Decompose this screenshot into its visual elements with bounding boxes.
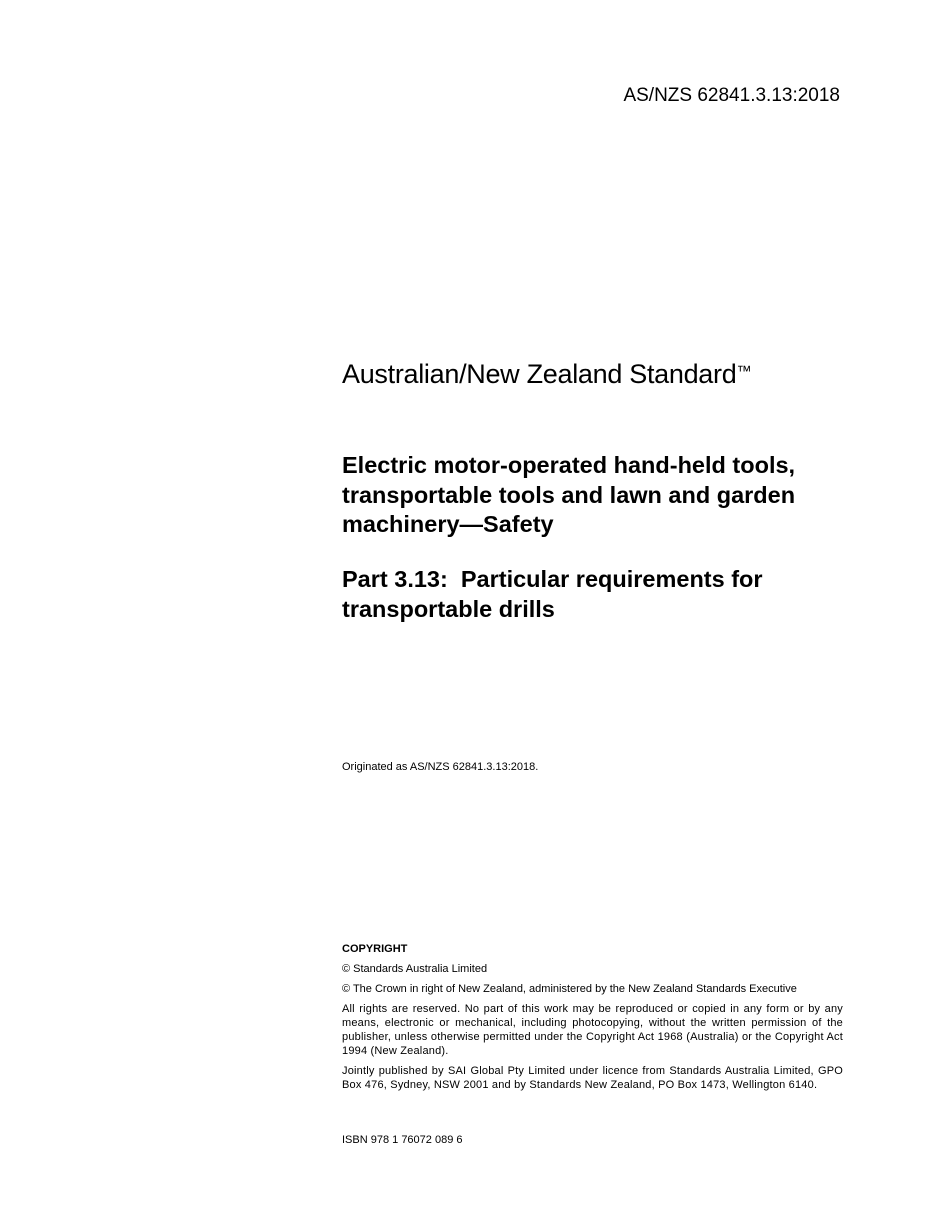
trademark-symbol: ™ xyxy=(736,363,752,380)
standard-name xyxy=(342,357,843,391)
document-id: AS/NZS 62841.3.13:2018 xyxy=(623,85,840,106)
rights-reserved-text: All rights are reserved. No part of this work may be reproduced or copied in any form or by any means, electronic or mechanical, including photocopying, without the written permission of the publisher, unless otherwise permitted under the Copyright Act 1968 (Australia) or the Copyright Act 1994 (New Zealand). xyxy=(342,1003,843,1057)
copyright-block xyxy=(342,942,843,1098)
copyright-line-standards-australia: © Standards Australia Limited xyxy=(342,963,488,975)
isbn: ISBN 978 1 76072 089 6 xyxy=(342,1134,463,1146)
origin-note: Originated as AS/NZS 62841.3.13:2018. xyxy=(342,761,539,773)
part-title: Part 3.13: Particular requirements for transportable drills xyxy=(342,566,770,622)
copyright-heading: COPYRIGHT xyxy=(342,943,408,955)
publisher-text: Jointly published by SAI Global Pty Limited under licence from Standards Australia Limited, GPO Box 476, Sydney, NSW 2001 and by Standards New Zealand, PO Box 1473, Wellington 6140. xyxy=(342,1065,843,1091)
standard-name-text: Australian/New Zealand Standard xyxy=(342,359,737,389)
copyright-line-crown-nz: © The Crown in right of New Zealand, administered by the New Zealand Standards Executive xyxy=(342,983,797,995)
document-title: Electric motor-operated hand-held tools, transportable tools and lawn and garden machinery—Safety xyxy=(342,452,796,537)
